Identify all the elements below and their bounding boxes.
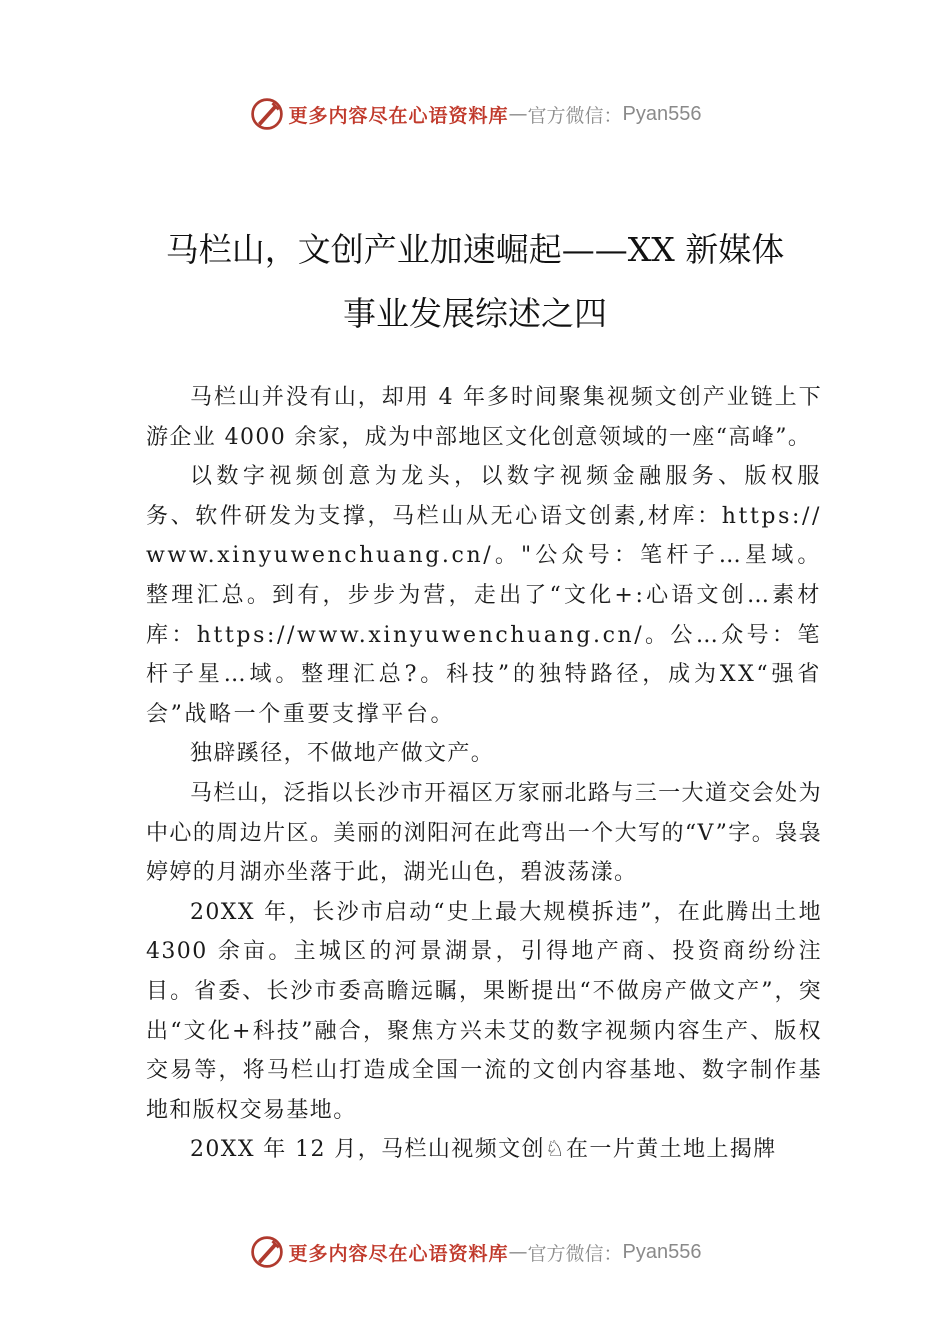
banner-main-text: 更多内容尽在心语资料库 (288, 104, 509, 127)
document-body (146, 378, 822, 1170)
pen-logo-icon (249, 96, 285, 132)
banner-main-text: 更多内容尽在心语资料库 (288, 1242, 509, 1265)
paragraph-2: 以数字视频创意为龙头，以数字视频金融服务、版权服务、软件研发为支撑，马栏山从无心语文创素,材库：https://www.xinyuwenchuang.cn/。"公众号：笔杆子…星域。整理汇总。到有，步步为营，走出了“文化+:心语文创…素材库：https://www.xinyuwenchuang.cn/。公…众号：笔杆子星…域。整理汇总?。科技”的独特路径，成为XX“强省会”战略一个重要支撑平台。 (146, 464, 822, 727)
banner-dash: — (508, 1241, 528, 1263)
banner-dash: — (508, 103, 528, 125)
banner-wechat-id: Pyan556 (622, 1240, 702, 1263)
header-watermark-banner (0, 92, 950, 136)
banner-wechat-label: 官方微信： (527, 1242, 623, 1265)
paragraph-5: 20XX 年，长沙市启动“史上最大规模拆违”，在此腾出土地 4300 余亩。主城区的河景湖景，引得地产商、投资商纷纷注目。省委、长沙市委高瞻远瞩，果断提出“不做房产做文产”，突出“文化+科技”融合，聚焦方兴未艾的数字视频内容生产、版权交易等，将马栏山打造成全国一流的文创内容基地、数字制作基地和版权交易基地。 (146, 899, 822, 1123)
banner-wechat-id: Pyan556 (622, 102, 702, 125)
paragraph-4: 马栏山，泛指以长沙市开福区万家丽北路与三一大道交会处为中心的周边片区。美丽的浏阳河在此弯出一个大写的“V”字。袅袅婷婷的月湖亦坐落于此，湖光山色，碧波荡漾。 (146, 780, 822, 886)
title-line-1: 马栏山，文创产业加速崛起——XX 新媒体 (165, 230, 785, 269)
footer-watermark-banner (0, 1230, 950, 1274)
paragraph-6: 20XX 年 12 月，马栏山视频文创♘在一片黄土地上揭牌 (190, 1137, 777, 1163)
paragraph-3: 独辟蹊径，不做地产做文产。 (190, 741, 495, 767)
banner-wechat-label: 官方微信： (527, 104, 623, 127)
title-line-2: 事业发展综述之四 (343, 294, 607, 333)
pen-logo-icon (249, 1234, 285, 1270)
paragraph-1: 马栏山并没有山，却用 4 年多时间聚集视频文创产业链上下游企业 4000 余家，成为中部地区文化创意领域的一座“高峰”。 (146, 385, 822, 450)
document-title (120, 218, 830, 346)
